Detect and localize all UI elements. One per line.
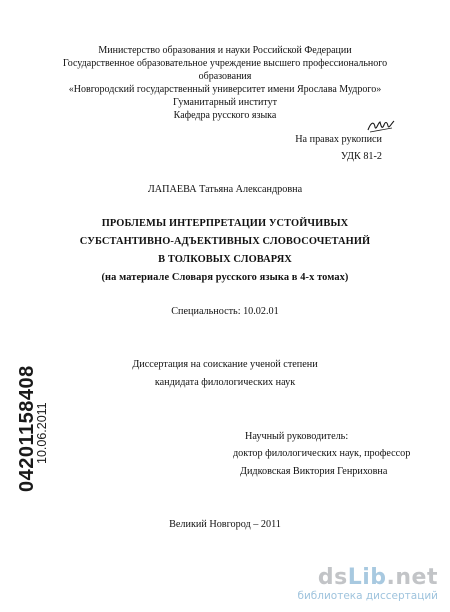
title-line-3: В ТОЛКОВЫХ СЛОВАРЯХ [158, 254, 292, 265]
specialty: Специальность: 10.02.01 [171, 306, 279, 317]
barcode-date: 10.06.2011 [35, 402, 49, 464]
manuscript-rights: На правах рукописи [295, 134, 382, 145]
title-line-1: ПРОБЛЕМЫ ИНТЕРПРЕТАЦИИ УСТОЙЧИВЫХ [101, 218, 349, 229]
ministry-line: Министерство образования и науки Российской Федерации [98, 45, 352, 56]
place-year: Великий Новгород – 2011 [169, 519, 281, 530]
supervisor-degree: доктор филологических наук, профессор [233, 448, 411, 459]
supervisor-name: Дидковская Виктория Генриховна [240, 466, 388, 477]
institution-type-line: Государственное образовательное учреждение высшего профессионального [62, 58, 388, 69]
university-line: «Новгородский государственный университет имени Ярослава Мудрого» [68, 84, 382, 95]
institution-type-line-2: образования [198, 71, 252, 82]
handwritten-signature [366, 118, 396, 134]
institute-line: Гуманитарный институт [173, 97, 277, 108]
supervisor-label: Научный руководитель: [245, 431, 349, 442]
barcode-number: 04201158408 [16, 365, 38, 492]
department-line: Кафедра русского языка [173, 110, 277, 121]
dissertation-line-1: Диссертация на соискание ученой степени [132, 359, 318, 370]
udc-code: УДК 81-2 [340, 151, 382, 162]
watermark-tagline: библиотека диссертаций [297, 590, 438, 602]
dissertation-line-2: кандидата филологических наук [154, 377, 296, 388]
watermark [297, 567, 438, 602]
author-name: ЛАПАЕВА Татьяна Александровна [147, 184, 303, 195]
watermark-logo: dsLib.net [317, 565, 438, 590]
title-subtitle: (на материале Словаря русского языка в 4-х томах) [101, 272, 349, 283]
title-line-2: СУБСТАНТИВНО-АДЪЕКТИВНЫХ СЛОВОСОЧЕТАНИЙ [79, 236, 371, 247]
